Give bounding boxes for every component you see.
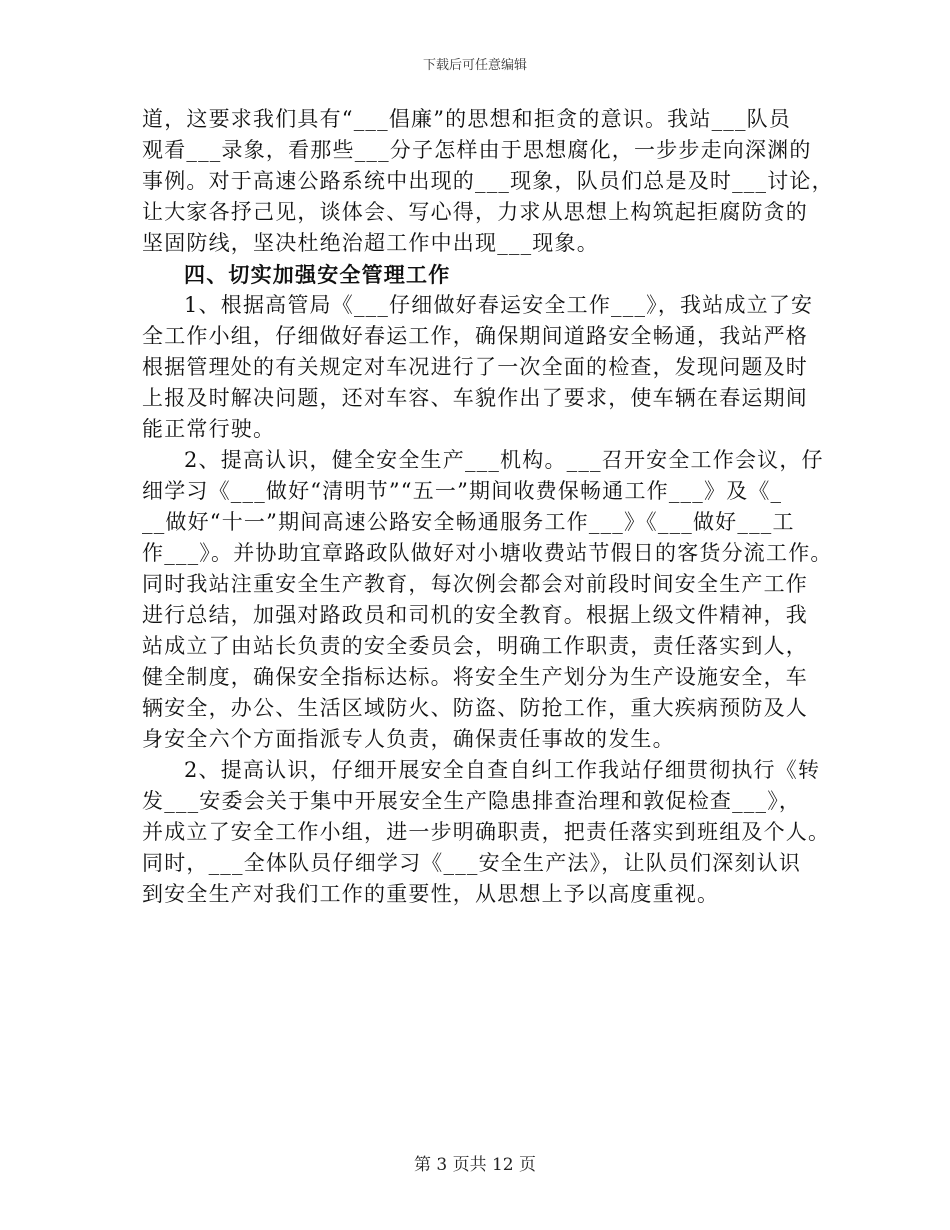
paragraph-line: 事例。对于高速公路系统中出现的___现象，队员们总是及时___讨论， <box>142 169 834 193</box>
paragraph-line: 全工作小组，仔细做好春运工作，确保期间道路安全畅通，我站严格 <box>142 324 808 348</box>
paragraph-line: 健全制度，确保安全指标达标。将安全生产划分为生产设施安全，车 <box>142 665 808 689</box>
paragraph-line: 细学习《___做好“清明节”“五一”期间收费保畅通工作___》及《_ <box>142 479 783 503</box>
paragraph-line: 道，这要求我们具有“___倡廉”的思想和拒贪的意识。我站___队员 <box>142 107 792 131</box>
paragraph-line: 作___》。并协助宜章路政队做好对小塘收费站节假日的客货分流工作。 <box>142 541 833 565</box>
paragraph-line: 上报及时解决问题，还对车容、车貌作出了要求，使车辆在春运期间 <box>142 386 808 410</box>
page-header: 下载后可任意编辑 <box>422 58 527 73</box>
paragraph-line: 坚固防线，坚决杜绝治超工作中出现___现象。 <box>142 231 599 255</box>
paragraph-line: 同时我站注重安全生产教育，每次例会都会对前段时间安全生产工作 <box>142 572 808 596</box>
paragraph-line: 身安全六个方面指派专人负责，确保责任事故的发生。 <box>142 727 675 751</box>
paragraph-line: __做好“十一”期间高速公路安全畅通服务工作___》《___做好___工 <box>142 510 795 534</box>
paragraph-line: 1、根据高管局《___仔细做好春运安全工作___》，我站成立了安 <box>184 293 814 317</box>
paragraph-line: 并成立了安全工作小组，进一步明确职责，把责任落实到班组及个人。 <box>142 820 831 844</box>
document-body <box>142 104 834 910</box>
paragraph-line: 2、提高认识，仔细开展安全自查自纠工作我站仔细贯彻执行《转 <box>184 758 821 782</box>
paragraph-line: 能正常行驶。 <box>142 417 276 441</box>
paragraph-line: 同时，___全体队员仔细学习《___安全生产法》，让队员们深刻认识 <box>142 851 802 875</box>
paragraph-line: 进行总结，加强对路政员和司机的安全教育。根据上级文件精神，我 <box>142 603 808 627</box>
paragraph-line: 站成立了由站长负责的安全委员会，明确工作职责，责任落实到人， <box>142 634 808 658</box>
paragraph-line: 2、提高认识，健全安全生产___机构。___召开安全工作会议，仔 <box>184 448 824 472</box>
page-number: 第 3 页共 12 页 <box>413 1155 537 1175</box>
paragraph-line: 到安全生产对我们工作的重要性，从思想上予以高度重视。 <box>142 882 720 906</box>
paragraph-line: 根据管理处的有关规定对车况进行了一次全面的检查，发现问题及时 <box>142 355 808 379</box>
paragraph-line: 辆安全，办公、生活区域防火、防盗、防抢工作，重大疾病预防及人 <box>142 696 808 720</box>
section-heading: 四、切实加强安全管理工作 <box>184 262 451 287</box>
paragraph-line: 发___安委会关于集中开展安全生产隐患排查治理和敦促检查___》， <box>142 789 802 813</box>
paragraph-line: 让大家各抒己见，谈体会、写心得，力求从思想上构筑起拒腐防贪的 <box>142 200 808 224</box>
paragraph-line: 观看___录象，看那些___分子怎样由于思想腐化，一步步走向深渊的 <box>142 138 812 162</box>
